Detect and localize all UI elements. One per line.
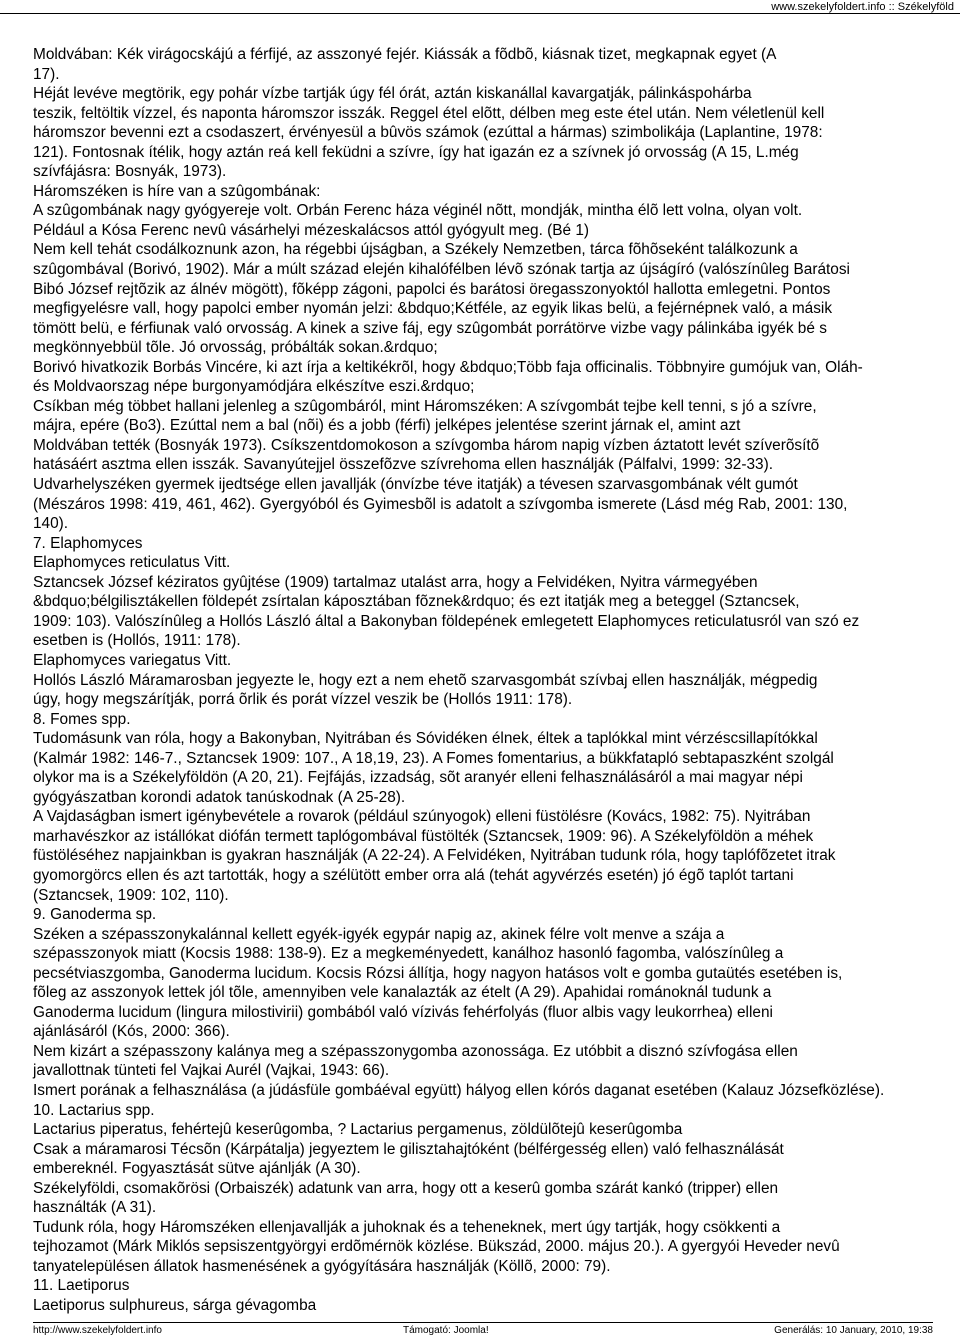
text-line: májra, epére (Bo3). Ezúttal nem a bal (nõi) és a jobb (férfi) jelképes jelentése szerint járnak el, amint azt	[33, 417, 741, 435]
text-line: (Sztancsek, 1909: 102, 110).	[33, 886, 229, 904]
text-line: (Kalmár 1982: 146-7., Sztancsek 1909: 107., A 18,19, 23). A Fomes fomentarius, a bükkfatapló sebtapaszként szolgál	[33, 749, 834, 767]
text-line: Sztancsek József kéziratos gyûjtése (1909) tartalmaz utalást arra, hogy a Felvidéken, Nyitra vármegyében	[33, 573, 758, 591]
text-line: ajánlásáról (Kós, 2000: 366).	[33, 1023, 230, 1041]
footer-generated: Generálás: 10 January, 2010, 19:38	[774, 1325, 933, 1336]
text-line: Borivó hivatkozik Borbás Vincére, ki azt írja a keltikékrõl, hogy &bdquo;Több faja officinalis. Többnyire gumójuk van, Oláh-	[33, 358, 863, 376]
text-line: 10. Lactarius spp.	[33, 1101, 155, 1119]
text-line: 140).	[33, 515, 69, 533]
text-line: Nem kell tehát csodálkoznunk azon, ha régebbi újságban, a Székely Nemzetben, tárca fõhõseként találkozunk a	[33, 241, 798, 259]
text-line: és Moldvaorszag népe burgonyamódjára elkészítve eszi.&rdquo;	[33, 378, 475, 396]
text-line: javallottnak tünteti fel Vajkai Aurél (Vajkai, 1943: 66).	[33, 1062, 390, 1080]
text-line: Héját levéve megtörik, egy pohár vízbe tartják úgy fél órát, aztán kiskanállal kavargatják, pálinkáspohárba	[33, 85, 752, 103]
header-divider	[0, 13, 960, 14]
text-line: Csak a máramarosi Técsõn (Kárpátalja) jegyeztem le gilisztahajtóként (bélférgesség ellen) való felhasználását	[33, 1140, 784, 1158]
text-line: Széken a szépasszonykalánnal kellett egyék-igyék egypár napig az, akinek félre volt menve a szája a	[33, 925, 725, 943]
text-line: A Vajdaságban ismert igénybevétele a rovarok (például szúnyogok) elleni füstölésre (Kovács, 1982: 75). Nyitrában	[33, 808, 811, 826]
text-line: fõleg az asszonyok lettek jól tõle, amennyiben vele kanalazták az ételt (A 29). Apahidai románoknál tudunk a	[33, 984, 772, 1002]
text-line: háromszor bevenni ezt a csodaszert, érvényesül a bûvös számok (ezúttal a hármas) szimbolikája (Laplantine, 1978:	[33, 124, 823, 142]
text-line: gyomorgörcs ellen és azt tartották, hogy a szélütött ember orra alá (tehát agyvérzés esetén) jó égõ taplót tartani	[33, 866, 794, 884]
text-line: Ganoderma lucidum (lingura milostivirii) gombából való vízivás fehérfolyás (fluor albis vagy leukorrhea) elleni	[33, 1003, 773, 1021]
text-line: olykor ma is a Székelyföldön (A 20, 21). Fejfájás, izzadság, sõt aranyér elleni felhasználásáról a mai magyar népi	[33, 769, 803, 787]
text-line: Moldvában: Kék virágocskájú a férfijé, az asszonyé fejér. Kiássák a fõdbõ, kiásnak tizet, megkapnak egyet (A	[33, 46, 777, 63]
text-line: &bdquo;bélgilisztákellen földepét zsírtalan káposztában fõznek&rdquo; és ezt itatják meg a beteggel (Sztancsek,	[33, 593, 800, 611]
text-line: 1909: 103). Valószínûleg a Hollós László által a Bakonyban földepének emlegetett Elaphomyces reticulatusról van szó ez	[33, 612, 860, 630]
text-line: marhavészkor az istállókat diófán termett taplógombával füstölték (Sztancsek, 1909: 96). A Székelyföldön a méhek	[33, 827, 814, 845]
text-line: tejhozamot (Márk Miklós sepsiszentgyörgyi erdõmérnök közlése. Bükszád, 2000. május 20.). A gyergyói Heveder nevû	[33, 1238, 840, 1256]
text-line: 121). Fontosnak ítélik, hogy aztán reá kell feküdni a szívre, így hat igazán ez a szívnek jó orvosság (A 15, L.még	[33, 143, 799, 161]
text-line: Csíkban még többet hallani jelenleg a szûgombáról, mint Háromszéken: A szívgombát tejbe kell tenni, s jó a szívre,	[33, 397, 817, 415]
text-line: hatásáért asztma ellen isszák. Savanyútejjel összefõzve szívrehoma ellen használják (Pálfalvi, 1999: 32-33).	[33, 456, 773, 474]
text-line: gyógyászatban korondi adatok tanúskodnak (A 25-28).	[33, 788, 406, 806]
text-line: teszik, feltöltik vízzel, és naponta háromszor isszák. Reggel étel elõtt, délben meg este étel után. Nem véletlenül kell	[33, 104, 825, 122]
text-line: tömött belü, e férfiunak való orvosság. A kinek a szive fáj, egy szûgombát porrátörve vizbe vagy pálinkába igyék bé s	[33, 319, 827, 337]
text-line: Ismert porának a felhasználása (a júdásfüle gombáéval együtt) hályog ellen kórós daganat esetében (Kalauz Józsefközlése).	[33, 1081, 885, 1099]
text-line: Például a Kósa Ferenc nevû vásárhelyi mézeskalácsos attól gyógyult meg. (Bé 1)	[33, 221, 590, 239]
text-line: Bibó József rejtõzik az álnév mögött), fõképp zágoni, papolci és barátosi öregasszonyoktól hallotta emlegetni. Pontos	[33, 280, 831, 298]
text-line: szívfájásra: Bosnyák, 1973).	[33, 163, 227, 181]
text-line: Háromszéken is híre van a szûgombának:	[33, 182, 321, 200]
text-line: Laetiporus sulphureus, sárga gévagomba	[33, 1297, 317, 1314]
text-line: Elaphomyces reticulatus Vitt.	[33, 554, 231, 572]
text-line: Lactarius piperatus, fehértejû keserûgomba, ? Lactarius pergamenus, zöldülõtejû keserûgomba	[33, 1121, 683, 1139]
text-line: pecsétviaszgomba, Ganoderma lucidum. Kocsis Rózsi állítja, hogy nagyon hatásos volt e gomba gutaütés esetében is,	[33, 964, 843, 982]
text-line: úgy, hogy megszárítják, porrá õrlik és porát vízzel veszik be (Hollós 1911: 178).	[33, 691, 573, 709]
footer-url[interactable]: http://www.szekelyfoldert.info	[33, 1325, 162, 1336]
text-line: (Mészáros 1998: 419, 461, 462). Gyergyóból és Gyimesbõl is adatolt a szívgomba ismerete (Lásd még Rab, 2001: 130,	[33, 495, 848, 513]
text-line: Elaphomyces variegatus Vitt.	[33, 651, 232, 669]
text-line: 8. Fomes spp.	[33, 710, 131, 728]
page-footer	[33, 1325, 933, 1337]
text-line: Tudunk róla, hogy Háromszéken ellenjavallják a juhoknak és a teheneknek, mert úgy tartják, hogy csökkenti a	[33, 1218, 781, 1236]
text-line: Udvarhelyszéken gyermek ijedtsége ellen javallják (ónvízbe téve itatják) a tévesen szarvasgombának vélt gumót	[33, 476, 798, 494]
text-line: füstöléséhez napjainkban is gyakran használják (A 22-24). A Felvidéken, Nyitrában tudunk róla, hogy taplófõzetet itrak	[33, 847, 836, 865]
text-line: Nem kizárt a szépasszony kalánya meg a szépasszonygomba azonossága. Ez utóbbit a disznó szívfogása ellen	[33, 1042, 798, 1060]
text-line: esetben is (Hollós, 1911: 178).	[33, 632, 241, 650]
text-line: tanyatelepülésen állatok hasmenésének a gyógyítására használják (Köllõ, 2000: 79).	[33, 1257, 611, 1275]
text-line: használták (A 31).	[33, 1199, 157, 1217]
text-line: szûgombával (Borivó, 1902). Már a múlt század elején kihalófélben lévõ szónak tartja az újságíró (valószínûleg Barátosi	[33, 261, 850, 279]
text-line: Székelyföldi, csomakõrösi (Orbaiszék) adatunk van arra, hogy ott a keserû gomba szárát kankó (tripper) ellen	[33, 1179, 779, 1197]
text-line: 17).	[33, 65, 60, 83]
text-line: Moldvában tették (Bosnyák 1973). Csíkszentdomokoson a szívgomba három napig vízben áztatott levét szíverõsítõ	[33, 436, 820, 454]
text-line: 11. Laetiporus	[33, 1277, 130, 1295]
footer-divider	[33, 1322, 933, 1323]
text-line: megkönnyebbül tõle. Jó orvosság, próbálták sokan.&rdquo;	[33, 339, 438, 357]
text-line: megfigyelésre vall, hogy papolci ember nyomán jelzi: &bdquo;Kétféle, az egyik likas belü, a fejérnépnek való, a másik	[33, 300, 833, 318]
text-line: szépasszonyok miatt (Kocsis 1988: 138-9). Ez a megkeményedett, kanálhoz hasonló fagomba, valószínûleg a	[33, 945, 784, 963]
text-line: 7. Elaphomyces	[33, 534, 143, 552]
text-line: Tudomásunk van róla, hogy a Bakonyban, Nyitrában és Sóvidéken élnek, éltek a taplókkal mint vérzéscsillapítókkal	[33, 730, 818, 748]
footer-sponsor: Támogató: Joomla!	[403, 1325, 489, 1336]
article-body	[33, 45, 933, 1316]
text-line: embereknél. Fogyasztását sütve ajánlják (A 30).	[33, 1160, 361, 1178]
text-line: Hollós László Máramarosban jegyezte le, hogy ezt a nem ehetõ szarvasgombát szívbaj ellen használják, mégpedig	[33, 671, 818, 689]
page-header: www.szekelyfoldert.info :: Székelyföld	[771, 1, 954, 13]
text-line: A szûgombának nagy gyógyereje volt. Orbán Ferenc háza véginél nõtt, mondják, mintha élõ lett volna, olyan volt.	[33, 202, 803, 220]
text-line: 9. Ganoderma sp.	[33, 906, 157, 924]
